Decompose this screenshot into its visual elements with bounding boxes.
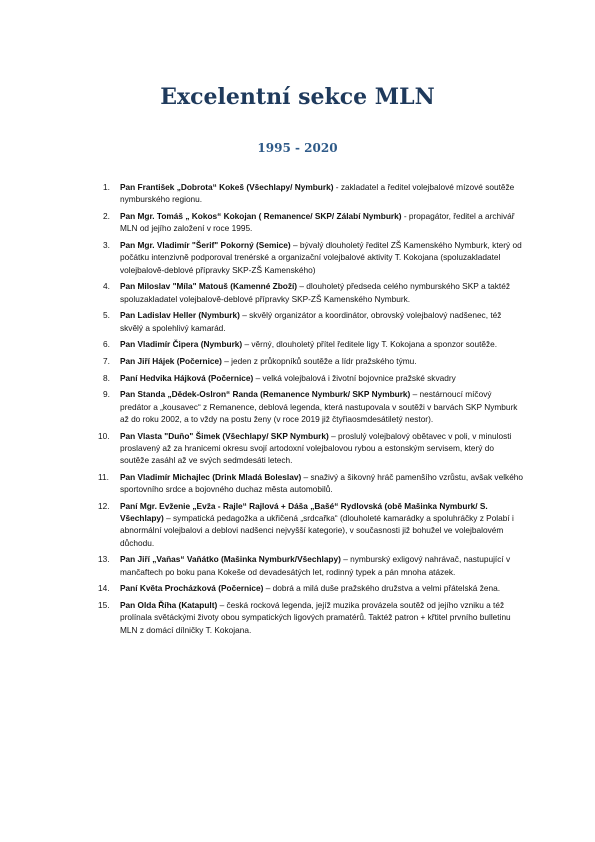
list-item bbox=[94, 181, 524, 206]
item-name: Paní Hedvika Hájková (Počernice) bbox=[120, 372, 254, 383]
item-name: Paní Květa Procházková (Počernice) bbox=[120, 583, 264, 594]
item-number: 1. bbox=[103, 182, 110, 192]
list-item bbox=[94, 388, 524, 425]
item-description: - propagátor, ředitel a archivář MLN od jejího založení v roce 1995. bbox=[120, 210, 515, 234]
item-description: – snaživý a šikovný hráč pamenšího vzrůstu, avšak velkého sportovního srdce a bojovného duchaz města automobilů. bbox=[120, 471, 524, 495]
item-name: Pan Vlasta "Duňo" Šimek (Všechlapy/ SKP Nymburk) bbox=[120, 430, 329, 441]
item-number: 13. bbox=[98, 554, 110, 565]
item-description: – dlouholetý předseda celého nymburského SKP a taktéž spoluzakladatel volejbalově-deblové přípravky SKP-ZŠ Kamenského Nymburk. bbox=[120, 281, 510, 304]
item-number: 12. bbox=[98, 500, 110, 511]
list-item bbox=[94, 582, 524, 594]
item-number: 8. bbox=[103, 372, 110, 383]
list-item bbox=[94, 355, 524, 367]
item-number: 4. bbox=[103, 281, 110, 292]
item-name: Pan Standa „Dědek-Oslron“ Randa (Remanence Nymburk/ SKP Nymburk) bbox=[120, 389, 411, 400]
item-description: – skvělý organizátor a koordinátor, obrovský volejbalový nadšenec, též skvělý a spolehlivý kamarád. bbox=[120, 310, 502, 333]
item-name: Pan František „Dobrota“ Kokeš (Všechlapy/ Nymburk) bbox=[120, 182, 334, 192]
item-description: – nestárnoucí míčový predátor a „kousavec“ z Remanence, deblová legenda, která nastupovala v soutěži v barvách SKP Nymburk až do roku 2002, a to vždy na postu ženy (v roce 2019 již čtyřiaosmdesátiletý nestor). bbox=[120, 389, 518, 424]
list-item bbox=[94, 471, 524, 496]
item-name: Pan Miloslav "Míla" Matouš (Kamenné Zboží) bbox=[120, 281, 298, 292]
item-name: Pan Ladislav Heller (Nymburk) bbox=[120, 310, 240, 321]
list-item bbox=[94, 599, 524, 636]
list-item bbox=[94, 430, 524, 467]
list-item bbox=[94, 239, 524, 276]
item-name: Pan Mgr. Vladimír "Šerif" Pokorný (Semice) bbox=[120, 239, 291, 250]
item-name: Pan Vladimír Michajlec (Drink Mladá Boleslav) bbox=[120, 471, 302, 482]
list-item bbox=[94, 210, 524, 235]
item-description: – dobrá a milá duše pražského družstva a velmi přátelská žena. bbox=[263, 583, 501, 594]
item-name: Pan Jiří Hájek (Počernice) bbox=[120, 355, 222, 366]
list-item bbox=[94, 280, 524, 305]
item-name: Pan Mgr. Tomáš „ Kokos“ Kokojan ( Remanence/ SKP/ Zálabí Nymburk) bbox=[120, 210, 402, 221]
item-description: – proslulý volejbalový obětavec v poli, v minulosti proslavený až za hranicemi okresu svojí artodoxní volejbalovou rybou a estonským servisem, který do soutěže zasáhl až ve svých sedmdesáti letech. bbox=[120, 430, 512, 466]
list-item bbox=[94, 500, 524, 549]
list-item bbox=[94, 338, 524, 350]
list-item bbox=[94, 553, 524, 578]
item-number: 9. bbox=[103, 389, 110, 400]
item-description: – velká volejbalová i životní bojovnice pražské skvadry bbox=[253, 372, 456, 383]
item-description: - zakladatel a ředitel volejbalové mízové soutěže nymburského regionu. bbox=[120, 182, 515, 205]
item-description: – bývalý dlouholetý ředitel ZŠ Kamenského Nymburk, který od počátku intenzivně podporoval trenérské a organizační volejbalové aktivity T. Kokojana (spoluzakladatel volejbalově-deblové přípravky SKP-ZŠ Kamenského) bbox=[120, 239, 522, 275]
item-number: 14. bbox=[98, 583, 110, 594]
item-name: Pan Vladimír Čipera (Nymburk) bbox=[120, 339, 243, 350]
item-description: – sympatická pedagožka a ukřičená „srdcařka“ (dlouholeté kamarádky a spoluhráčky z Polabí i abnormální volejbalovi a deblovi nadšenci nejvyšší kategorie), v současnosti již bohužel ve volejbalovém důchodu. bbox=[120, 513, 514, 548]
item-description: – věrný, dlouholetý přítel ředitele ligy T. Kokojana a sponzor soutěže. bbox=[242, 339, 498, 350]
item-number: 11. bbox=[98, 471, 109, 482]
item-number: 7. bbox=[103, 355, 110, 366]
page-title: Excelentní sekce MLN bbox=[160, 84, 435, 110]
page-subtitle: 1995 - 2020 bbox=[257, 141, 338, 155]
item-name: Pan Jiří „Vaňas“ Vaňátko (Mašinka Nymburk/Všechlapy) bbox=[120, 554, 341, 565]
item-number: 3. bbox=[103, 239, 110, 250]
item-number: 5. bbox=[103, 310, 110, 321]
list-item bbox=[94, 309, 524, 334]
item-name: Pan Olda Říha (Katapult) bbox=[120, 600, 218, 611]
item-description: – česká rocková legenda, jejíž muzika provázela soutěž od jejího vzniku a též prolínala světáckými životy obou sympatických ligových pramatérů. Taktéž patron + křtitel prvního bulletinu MLN z domácí dílničky T. Kokojana. bbox=[120, 600, 511, 635]
item-number: 6. bbox=[103, 339, 110, 350]
honoree-list bbox=[94, 181, 524, 640]
list-item bbox=[94, 372, 524, 384]
item-number: 10. bbox=[98, 430, 110, 441]
item-description: – nymburský exligový nahrávač, nastupující v mančaftech po boku pana Kokeše od devadesátých let, rodinný typek a pán mnoha atázek. bbox=[120, 554, 511, 577]
item-number: 15. bbox=[98, 600, 110, 611]
item-number: 2. bbox=[103, 210, 110, 221]
item-description: – jeden z průkopníků soutěže a lídr pražského týmu. bbox=[221, 355, 417, 366]
item-name: Paní Mgr. Evženie „Evža - Rajle“ Rajlová + Dáša „Bašé“ Rydlovská (obě Mašinka Nymburk/ S. Všechlapy) bbox=[120, 500, 488, 524]
